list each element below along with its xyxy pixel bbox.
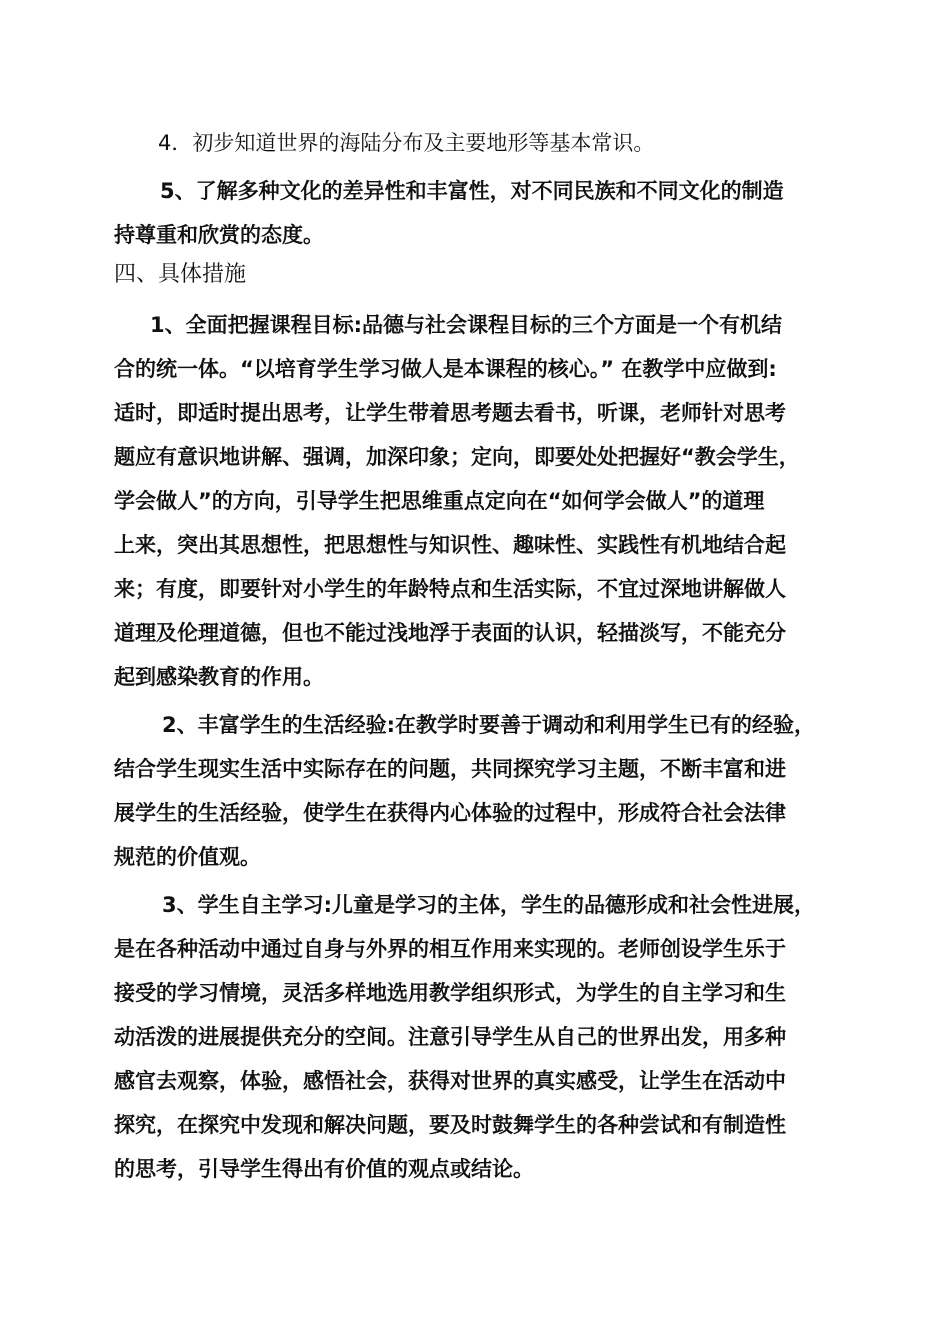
measure-1-line-1: 1、全面把握课程目标:品德与社会课程目标的三个方面是一个有机结 xyxy=(150,313,783,337)
measure-3-line-3: 接受的学习情境，灵活多样地选用教学组织形式，为学生的自主学习和生 xyxy=(114,981,786,1005)
measure-1-line-8: 道理及伦理道德，但也不能过浅地浮于表面的认识，轻描淡写，不能充分 xyxy=(114,621,786,645)
measure-1-line-9: 起到感染教育的作用。 xyxy=(114,665,324,689)
measure-1-line-7: 来；有度，即要针对小学生的年龄特点和生活实际，不宜过深地讲解做人 xyxy=(114,577,786,601)
measure-3-line-2: 是在各种活动中通过自身与外界的相互作用来实现的。老师创设学生乐于 xyxy=(114,937,786,961)
measure-1-line-3: 适时，即适时提出思考，让学生带着思考题去看书，听课，老师针对思考 xyxy=(114,401,786,425)
measure-1-line-4: 题应有意识地讲解、强调，加深印象；定向，即要处处把握好“教会学生， xyxy=(114,445,800,469)
measure-3-line-1: 3、学生自主学习:儿童是学习的主体，学生的品德形成和社会性进展， xyxy=(162,893,816,917)
goal-item-5-line-2: 持尊重和欣赏的态度。 xyxy=(114,223,324,247)
measure-1-line-6: 上来，突出其思想性，把思想性与知识性、趣味性、实践性有机地结合起 xyxy=(114,533,786,557)
goal-item-5-line-1: 5、了解多种文化的差异性和丰富性，对不同民族和不同文化的制造 xyxy=(160,179,784,203)
goal-item-4: 4．初步知道世界的海陆分布及主要地形等基本常识。 xyxy=(158,131,655,155)
measure-2-line-4: 规范的价值观。 xyxy=(114,845,261,869)
measure-3-line-4: 动活泼的进展提供充分的空间。注意引导学生从自己的世界出发，用多种 xyxy=(114,1025,786,1049)
measure-2-line-1: 2、丰富学生的生活经验:在教学时要善于调动和利用学生已有的经验， xyxy=(162,713,816,737)
measure-2-line-3: 展学生的生活经验，使学生在获得内心体验的过程中，形成符合社会法律 xyxy=(114,801,786,825)
measure-3-line-6: 探究，在探究中发现和解决问题，要及时鼓舞学生的各种尝试和有制造性 xyxy=(114,1113,786,1137)
measure-3-line-5: 感官去观察，体验，感悟社会，获得对世界的真实感受，让学生在活动中 xyxy=(114,1069,786,1093)
measure-2-line-2: 结合学生现实生活中实际存在的问题，共同探究学习主题，不断丰富和进 xyxy=(114,757,786,781)
measure-3-line-7: 的思考，引导学生得出有价值的观点或结论。 xyxy=(114,1157,534,1181)
measure-1-line-5: 学会做人”的方向，引导学生把思维重点定向在“如何学会做人”的道理 xyxy=(114,489,765,513)
measure-1-line-2: 合的统一体。“以培育学生学习做人是本课程的核心。” 在教学中应做到: xyxy=(114,357,777,381)
section-heading: 四、具体措施 xyxy=(114,262,247,287)
